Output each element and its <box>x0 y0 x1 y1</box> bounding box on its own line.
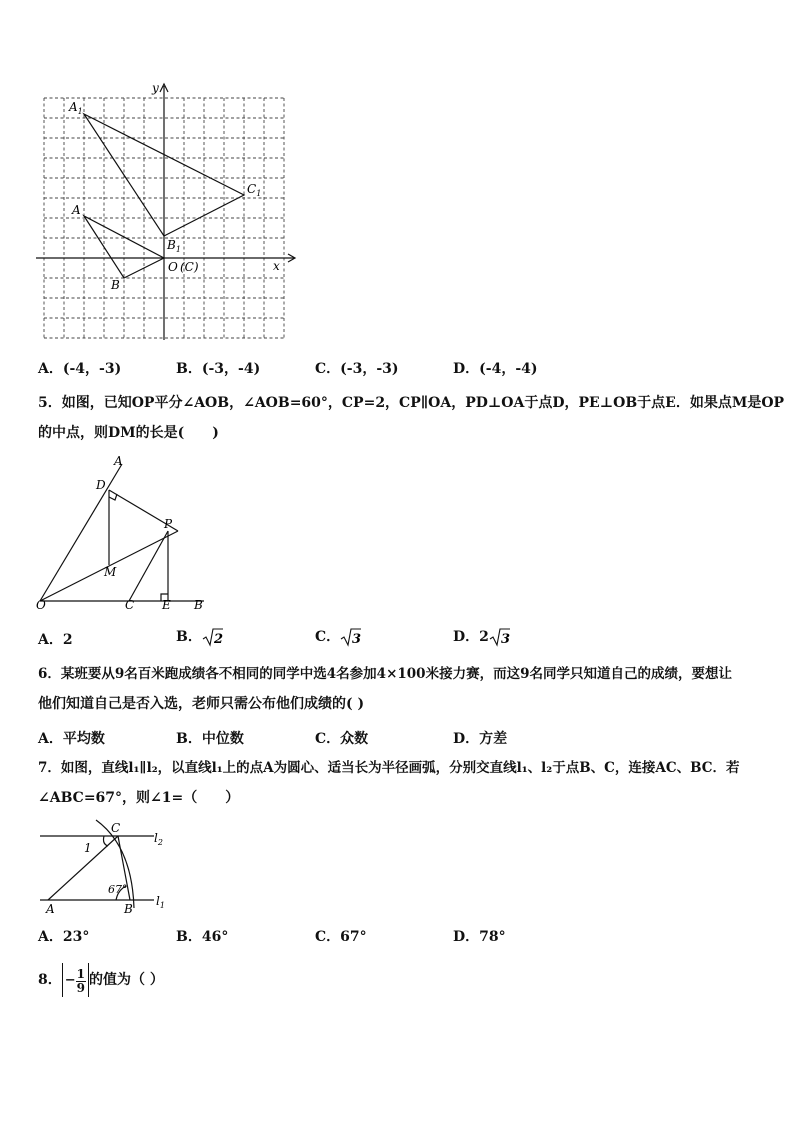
q7-option-b-text: 46° <box>201 929 229 945</box>
q6-option-b[interactable]: B．中位数 <box>176 731 244 747</box>
q6-option-c-letter: C <box>315 731 327 747</box>
q6-line-1: 6．某班要从9名百米跑成绩各不相同的同学中选4名参加4×100米接力赛，而这9名同学只知道自己的成绩，要想让 <box>38 666 732 682</box>
q4-axis-x-label: x <box>273 259 280 273</box>
q4-option-c-letter: C <box>315 361 327 377</box>
q5-label-p: P <box>164 517 173 531</box>
q4-label-c1: $C_1$ <box>247 182 262 198</box>
q7-label-angle-1: 1 <box>84 841 92 855</box>
q7-angle-1-arc <box>104 836 109 846</box>
q7-line-1: 7．如图，直线l₁∥l₂，以直线l₁上的点A为圆心、适当长为半径画弧，分别交直线l₁、l₂于点B、C，连接AC、BC．若 <box>38 760 740 776</box>
q7-label-a: A <box>46 902 55 916</box>
q4-label-b: B <box>111 278 120 292</box>
q4-option-b-letter: B <box>176 361 188 377</box>
q5-option-d-letter: D <box>453 629 466 645</box>
q5-label-d: D <box>96 478 106 492</box>
q4-option-d-letter: D <box>453 361 466 377</box>
q5-line-2: 的中点，则DM的长是( ) <box>38 425 219 441</box>
q5-label-b: B <box>194 598 203 612</box>
q8-sign: − <box>64 973 76 988</box>
q6-option-b-text: 中位数 <box>201 731 244 747</box>
q7-option-b[interactable]: B．46° <box>176 929 229 945</box>
q4-option-d[interactable]: D．(-4，-4) <box>453 361 538 377</box>
q4-axis-y-label: y <box>152 81 159 95</box>
q5-figure <box>30 452 215 614</box>
q7-option-c-text: 67° <box>340 929 367 945</box>
q4-coordinate-figure <box>30 78 305 343</box>
q5-option-b-sqrt-icon <box>202 627 224 647</box>
q7-option-c[interactable]: C．67° <box>315 929 367 945</box>
q4-label-c: (C) <box>180 260 199 274</box>
q8-numerator: 1 <box>76 966 86 981</box>
q4-option-c[interactable]: C．(-3，-3) <box>315 361 399 377</box>
q5-question <box>38 388 785 448</box>
q8-absolute-value <box>62 963 89 997</box>
q6-option-b-letter: B <box>176 731 188 747</box>
q5-line-cp <box>129 531 168 601</box>
svg-text:3: 3 <box>500 632 510 647</box>
q4-label-b1: $B_1$ <box>167 238 181 254</box>
q7-line-2: ∠ABC=67°，则∠1=（ ） <box>38 790 240 806</box>
q4-label-a: A <box>72 203 81 217</box>
q7-figure <box>36 816 176 918</box>
q4-option-a[interactable]: A．(-4，-3) <box>38 361 122 377</box>
q5-option-c-letter: C <box>315 629 327 645</box>
q5-label-m: M <box>104 565 117 579</box>
q4-label-o: O <box>168 260 178 274</box>
q4-option-c-text: (-3，-3) <box>340 361 399 377</box>
q4-option-a-letter: A <box>38 361 49 377</box>
q5-option-a[interactable]: A．2 <box>38 632 73 648</box>
q6-option-d-letter: D <box>453 731 466 747</box>
q8-denominator: 9 <box>76 980 86 995</box>
q6-option-a-text: 平均数 <box>62 731 105 747</box>
q7-option-b-letter: B <box>176 929 188 945</box>
q6-option-d-text: 方差 <box>479 731 508 747</box>
q5-option-a-text: 2 <box>62 632 73 648</box>
q8-question <box>38 962 164 998</box>
q6-option-a-letter: A <box>38 731 49 747</box>
q4-label-a1: $A_1$ <box>69 100 83 116</box>
q7-option-a[interactable]: A．23° <box>38 929 90 945</box>
q5-label-c: C <box>125 598 135 612</box>
q6-option-a[interactable]: A．平均数 <box>38 731 105 747</box>
q5-label-e: E <box>162 598 171 612</box>
q4-option-b[interactable]: B．(-3，-4) <box>176 361 261 377</box>
q7-option-a-text: 23° <box>62 929 90 945</box>
q6-option-c[interactable]: C．众数 <box>315 731 369 747</box>
q5-option-d-coef: 2 <box>479 629 489 645</box>
q5-line-1: 5．如图，已知OP平分∠AOB，∠AOB=60°，CP=2，CP∥OA，PD⊥OA于点D，PE⊥OB于点E．如果点M是OP <box>38 395 785 411</box>
q5-option-a-letter: A <box>38 632 49 648</box>
q8-suffix: 的值为（ ） <box>89 972 164 988</box>
q5-right-angle-d <box>109 494 117 500</box>
q5-option-b[interactable]: B． 2 <box>176 629 223 647</box>
q6-line-2: 他们知道自己是否入选，老师只需公布他们成绩的( ) <box>38 696 365 712</box>
q5-label-o: O <box>36 598 46 612</box>
q7-label-l1: $l_1$ <box>156 894 165 910</box>
q8-fraction <box>76 968 86 995</box>
q4-option-a-text: (-4，-3) <box>62 361 122 377</box>
q5-option-c-sqrt-icon <box>340 627 362 647</box>
q4-option-b-text: (-3，-4) <box>201 361 261 377</box>
q5-option-b-letter: B <box>176 629 188 645</box>
q8-prefix: 8． <box>38 972 62 988</box>
q5-option-c[interactable]: C． 3 <box>315 629 362 647</box>
q5-option-d-sqrt-icon <box>489 627 511 647</box>
q5-option-d[interactable]: D．2 3 <box>453 629 510 647</box>
q4-option-d-text: (-4，-4) <box>479 361 538 377</box>
q6-question <box>38 659 768 719</box>
q6-option-c-text: 众数 <box>340 731 369 747</box>
q7-option-c-letter: C <box>315 929 327 945</box>
q7-question <box>38 753 768 813</box>
svg-text:3: 3 <box>352 632 362 647</box>
q5-label-a: A <box>114 454 123 468</box>
q7-option-d-letter: D <box>453 929 466 945</box>
q7-label-angle-67: 67° <box>108 883 128 896</box>
q7-option-a-letter: A <box>38 929 49 945</box>
q7-label-b: B <box>124 902 133 916</box>
svg-text:2: 2 <box>213 632 223 647</box>
q6-option-d[interactable]: D．方差 <box>453 731 508 747</box>
q7-label-c: C <box>111 821 121 835</box>
q7-option-d[interactable]: D．78° <box>453 929 506 945</box>
q7-option-d-text: 78° <box>479 929 506 945</box>
q7-label-l2: $l_2$ <box>154 831 163 847</box>
